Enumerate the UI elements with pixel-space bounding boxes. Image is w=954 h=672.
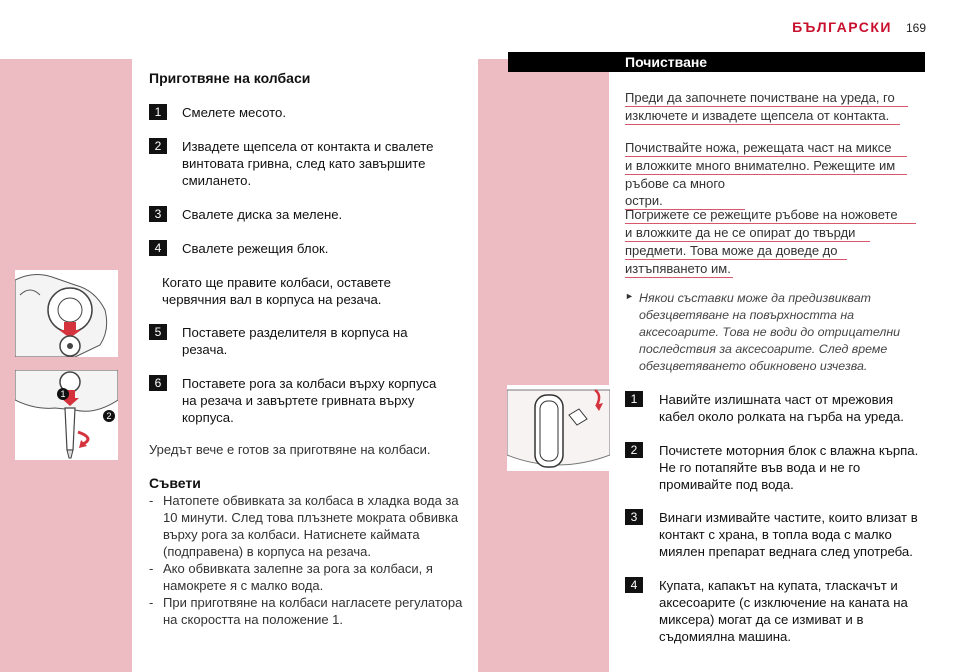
step-text: Купата, капакът на купата, тласкачът и аксесоарите (с изключение на каната на миксера) могат да се измиват и в съдомиялна машина. — [659, 578, 908, 644]
step-text: Свалете режещия блок. — [182, 241, 329, 256]
tip-item: - Ако обвивката залепне за рога за колбаси, я намокрете я с малко вода. — [149, 560, 464, 594]
language-header: БЪЛГАРСКИ — [792, 19, 892, 35]
step-number: 6 — [149, 375, 167, 391]
step-text: Винаги измивайте частите, които влизат в контакт с храна, в топла вода с малко миялен препарат веднага след употреба. — [659, 510, 918, 559]
step-text: Извадете щепсела от контакта и свалете винтовата гривна, след като завършите смилането. — [182, 139, 434, 188]
tips-list — [149, 492, 464, 628]
step-number: 5 — [149, 324, 167, 340]
step-text: Свалете диска за мелене. — [182, 207, 343, 222]
page-number: 169 — [906, 21, 927, 35]
callout-2: 2 — [103, 410, 115, 422]
step-number: 4 — [625, 577, 643, 593]
note-text: Някои съставки може да предизвикват обезцветяване на повърхността на аксесоарите. Това не води до отрицателни последствия за аксесоарите. След време обезцветяването обикновено изчезва. — [639, 291, 901, 373]
ready-text: Уредът вече е готов за приготвяне на колбаси. — [149, 442, 431, 457]
left-margin-strip — [0, 59, 132, 672]
callout-1: 1 — [57, 388, 69, 400]
step-number: 1 — [149, 104, 167, 120]
grinder-illustration-top — [15, 270, 118, 357]
step-text: Смелете месото. — [182, 105, 287, 120]
info-paragraph: Когато ще правите колбаси, оставете червячния вал в корпуса на резача. — [162, 275, 391, 307]
cord-storage-illustration — [507, 385, 610, 471]
step-text: Почистете моторния блок с влажна кърпа. Не го потапяйте във вода и не го промивайте под вода. — [659, 443, 919, 492]
step-number: 2 — [149, 138, 167, 154]
step-number: 1 — [625, 391, 643, 407]
tip-item: - При приготвяне на колбаси нагласете регулатора на скоростта на положение 1. — [149, 594, 464, 628]
section-title-sausages: Приготвяне на колбаси — [149, 70, 311, 86]
grinder-illustration-bottom — [15, 370, 118, 460]
step-text: Поставете рога за колбаси върху корпуса на резача и завъртете гривната върху корпуса. — [182, 376, 437, 425]
warning-blade-edges: Погрижете се режещите ръбове на ножовете и вложките да не се опират до твърди предмети. Това може да доведе до изтъпяването им. — [625, 206, 916, 278]
tip-item: - Натопете обвивката за колбаса в хладка вода за 10 минути. След това плъзнете мократа обвивка върху рога за колбаси. Натиснете каймата (подправена) в корпуса на резача. — [149, 492, 464, 560]
tips-title: Съвети — [149, 475, 201, 491]
warning-sharp-blades: Почиствайте ножа, режещата част на миксе и вложките много внимателно. Режещите им ръбове са много остри. — [625, 139, 907, 210]
section-title-cleaning: Почистване — [508, 52, 925, 72]
step-number: 4 — [149, 240, 167, 256]
center-margin-strip — [478, 59, 609, 672]
warning-unplug: Преди да започнете почистване на уреда, го изключете и извадете щепсела от контакта. — [625, 89, 908, 125]
step-text: Поставете разделителя в корпуса на резача. — [182, 325, 408, 357]
step-number: 3 — [149, 206, 167, 222]
step-number: 3 — [625, 509, 643, 525]
step-text: Навийте излишната част от мрежовия кабел около ролката на гърба на уреда. — [659, 392, 904, 424]
step-number: 2 — [625, 442, 643, 458]
note-marker: ► — [625, 291, 634, 301]
